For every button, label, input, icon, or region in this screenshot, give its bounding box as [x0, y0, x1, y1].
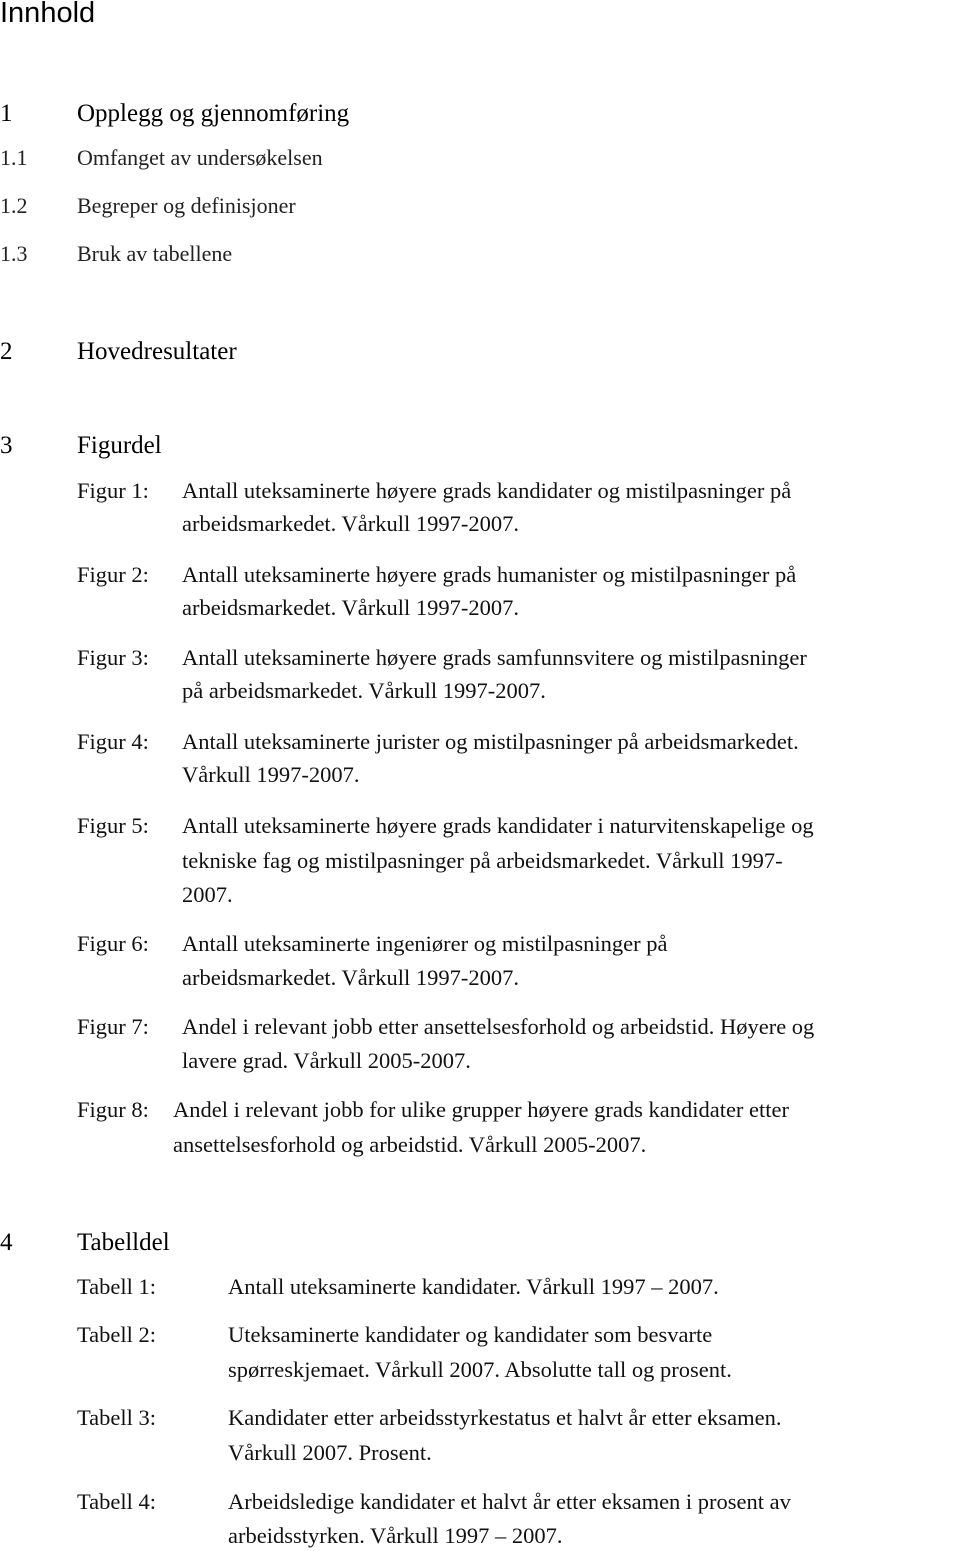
table-caption-line: Kandidater etter arbeidsstyrkestatus et halvt år etter eksamen. — [228, 1405, 782, 1430]
section-title: Opplegg og gjennomføring — [77, 100, 350, 127]
table-caption-line: Uteksaminerte kandidater og kandidater som besvarte — [228, 1322, 713, 1347]
figure-caption-line: arbeidsmarkedet. Vårkull 1997-2007. — [182, 595, 519, 620]
page-title: Innhold — [0, 0, 96, 29]
figure-label: Figur 1: — [77, 478, 149, 503]
table-caption-line: Vårkull 2007. Prosent. — [228, 1440, 432, 1465]
figure-caption-line: Andel i relevant jobb for ulike grupper høyere grads kandidater etter — [173, 1097, 790, 1122]
section-number: 3 — [0, 432, 13, 459]
figure-caption-line: Antall uteksaminerte høyere grads humanister og mistilpasninger på — [182, 562, 797, 587]
figure-caption-line: på arbeidsmarkedet. Vårkull 1997-2007. — [182, 678, 546, 703]
figure-caption-line: ansettelsesforhold og arbeidstid. Vårkull 2005-2007. — [173, 1132, 647, 1157]
table-caption-line: spørreskjemaet. Vårkull 2007. Absolutte tall og prosent. — [228, 1357, 732, 1382]
table-label: Tabell 1: — [77, 1274, 157, 1299]
section-title: Omfanget av undersøkelsen — [77, 145, 323, 170]
figure-caption-line: tekniske fag og mistilpasninger på arbeidsmarkedet. Vårkull 1997- — [182, 848, 783, 873]
figure-label: Figur 2: — [77, 562, 149, 587]
table-label: Tabell 4: — [77, 1489, 157, 1514]
figure-label: Figur 6: — [77, 931, 149, 956]
figure-caption-line: 2007. — [182, 882, 233, 907]
section-title: Tabelldel — [77, 1229, 170, 1256]
figure-caption-line: Antall uteksaminerte høyere grads samfunnsvitere og mistilpasninger — [182, 645, 807, 670]
figure-caption-line: arbeidsmarkedet. Vårkull 1997-2007. — [182, 965, 519, 990]
figure-caption-line: Antall uteksaminerte jurister og mistilpasninger på arbeidsmarkedet. — [182, 729, 799, 754]
section-number: 1.1 — [0, 145, 28, 170]
table-caption-line: Arbeidsledige kandidater et halvt år etter eksamen i prosent av — [228, 1489, 791, 1514]
figure-caption-line: arbeidsmarkedet. Vårkull 1997-2007. — [182, 511, 519, 536]
figure-caption-line: Andel i relevant jobb etter ansettelsesforhold og arbeidstid. Høyere og — [182, 1014, 815, 1039]
table-caption-line: Antall uteksaminerte kandidater. Vårkull 1997 – 2007. — [228, 1274, 719, 1299]
figure-caption-line: Antall uteksaminerte høyere grads kandidater i naturvitenskapelige og — [182, 813, 814, 838]
section-title: Bruk av tabellene — [77, 241, 233, 266]
figure-caption-line: Antall uteksaminerte høyere grads kandidater og mistilpasninger på — [182, 478, 792, 503]
section-number: 1 — [0, 100, 13, 127]
section-number: 4 — [0, 1229, 13, 1256]
table-caption-line: arbeidsstyrken. Vårkull 1997 – 2007. — [228, 1523, 563, 1548]
figure-label: Figur 4: — [77, 729, 149, 754]
figure-label: Figur 3: — [77, 645, 149, 670]
section-title: Figurdel — [77, 432, 162, 459]
figure-caption-line: Vårkull 1997-2007. — [182, 762, 360, 787]
table-label: Tabell 2: — [77, 1322, 157, 1347]
figure-caption-line: lavere grad. Vårkull 2005-2007. — [182, 1048, 471, 1073]
figure-label: Figur 7: — [77, 1014, 149, 1039]
figure-label: Figur 5: — [77, 813, 149, 838]
table-label: Tabell 3: — [77, 1405, 157, 1430]
section-title: Hovedresultater — [77, 338, 237, 365]
figure-caption-line: Antall uteksaminerte ingeniører og mistilpasninger på — [182, 931, 668, 956]
figure-label: Figur 8: — [77, 1097, 149, 1122]
section-number: 1.2 — [0, 193, 28, 218]
section-number: 1.3 — [0, 241, 28, 266]
section-number: 2 — [0, 338, 13, 365]
section-title: Begreper og definisjoner — [77, 193, 296, 218]
